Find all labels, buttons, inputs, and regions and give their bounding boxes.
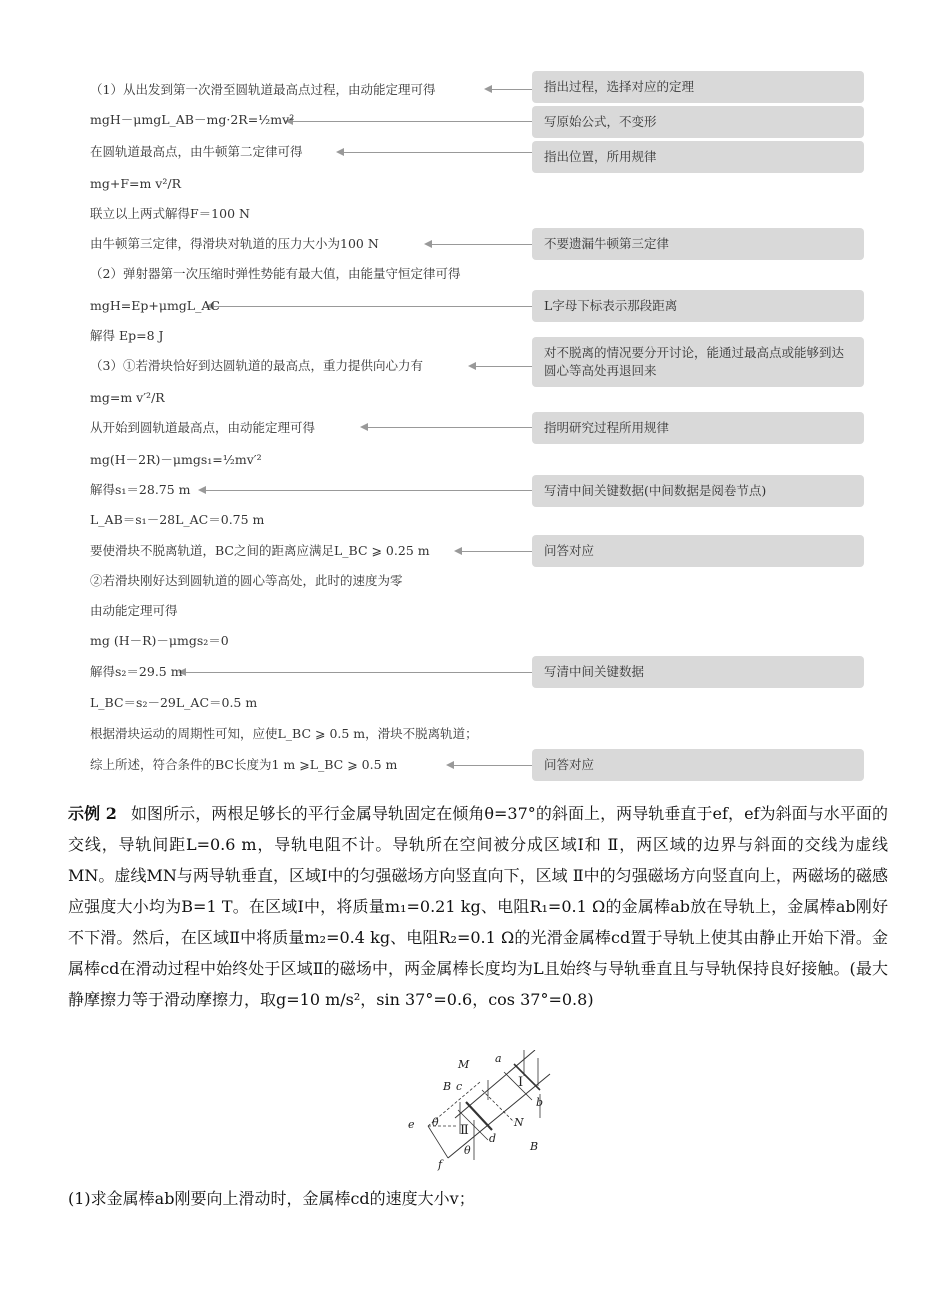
solution-step: mgH－μmgL_AB－mg·2R=½mv² — [90, 112, 295, 127]
arrow — [362, 427, 532, 428]
solution-step: 由牛顿第三定律，得滑块对轨道的压力大小为100 N — [90, 236, 379, 251]
arrow — [456, 551, 532, 552]
label-b: b — [536, 1096, 544, 1109]
label-region-I: Ⅰ — [518, 1075, 524, 1090]
arrow — [448, 765, 532, 766]
note-subscript: L字母下标表示那段距离 — [532, 290, 864, 322]
solution-step: 综上所述，符合条件的BC长度为1 m ⩾L_BC ⩾ 0.5 m — [90, 757, 398, 772]
arrow — [200, 490, 532, 491]
arrow — [486, 89, 532, 90]
example-label: 示例 2 — [68, 804, 117, 823]
arrow — [287, 121, 532, 122]
arrow — [208, 306, 532, 307]
label-theta-2: θ — [464, 1144, 471, 1157]
solution-step: 解得s₂＝29.5 m — [90, 664, 183, 679]
label-d: d — [489, 1132, 497, 1145]
note-key-data-2: 写清中间关键数据 — [532, 656, 864, 688]
note-discussion: 对不脱离的情况要分开讨论，能通过最高点或能够到达圆心等高处再退回来 — [532, 337, 864, 387]
arrow — [180, 672, 532, 673]
note-position: 指出位置，所用规律 — [532, 141, 864, 173]
note-key-data: 写清中间关键数据(中间数据是阅卷节点) — [532, 475, 864, 507]
label-e: e — [408, 1118, 415, 1131]
solution-step: L_AB＝s₁－28L_AC＝0.75 m — [90, 512, 265, 527]
note-research-process: 指明研究过程所用规律 — [532, 412, 864, 444]
label-f: f — [438, 1158, 443, 1171]
rail-diagram-svg — [400, 1050, 570, 1175]
arrow — [338, 152, 532, 153]
note-newton-third: 不要遗漏牛顿第三定律 — [532, 228, 864, 260]
solution-step: mg=m v′²/R — [90, 390, 165, 405]
solution-step: （3）①若滑块恰好到达圆轨道的最高点，重力提供向心力有 — [90, 358, 423, 373]
note-answer-match-2: 问答对应 — [532, 749, 864, 781]
label-region-II: Ⅱ — [460, 1123, 469, 1138]
rail-diagram — [400, 1050, 570, 1179]
note-answer-match-1: 问答对应 — [532, 535, 864, 567]
solution-step: mg(H－2R)－μmgs₁=½mv′² — [90, 452, 262, 467]
example-text: 如图所示，两根足够长的平行金属导轨固定在倾角θ=37°的斜面上，两导轨垂直于ef，ef为斜面与水平面的交线，导轨间距L=0.6 m，导轨电阻不计。导轨所在空间被分成区域Ⅰ和 Ⅱ，两区域的边界与斜面的交线为虚线MN。虚线MN与两导轨垂直，区域Ⅰ中的匀强磁场方向竖直向下，区域 Ⅱ中的匀强磁场方向竖直向上，两磁场的磁感应强度大小均为B=1 T。在区域Ⅰ中，将质量m₁=0.21 kg、电阻R₁=0.1 Ω的金属棒ab放在导轨上，金属棒ab刚好不下滑。然后，在区域Ⅱ中将质量m₂=0.4 kg、电阻R₂=0.1 Ω的光滑金属棒cd置于导轨上使其由静止开始下滑。金属棒cd在滑动过程中始终处于区域Ⅱ的磁场中，两金属棒长度均为L且始终与导轨垂直且与导轨保持良好接触。(最大静摩擦力等于滑动摩擦力，取g=10 m/s²，sin 37°=0.6，cos 37°=0.8) — [68, 804, 888, 1009]
example-problem — [68, 798, 888, 1015]
question-1: (1)求金属棒ab刚要向上滑动时，金属棒cd的速度大小v； — [68, 1189, 475, 1208]
note-original-formula: 写原始公式，不变形 — [532, 106, 864, 138]
solution-step: （1）从出发到第一次滑至圆轨道最高点过程，由动能定理可得 — [90, 82, 436, 97]
solution-step: mgH=Ep+μmgL_AC — [90, 298, 220, 313]
solution-step: mg (H－R)－μmgs₂＝0 — [90, 633, 229, 648]
solution-step: 根据滑块运动的周期性可知，应使L_BC ⩾ 0.5 m，滑块不脱离轨道； — [90, 726, 478, 741]
label-c: c — [456, 1080, 463, 1093]
label-theta-1: θ — [432, 1116, 439, 1129]
label-M: M — [458, 1058, 470, 1071]
label-a: a — [495, 1052, 502, 1065]
solution-step: 在圆轨道最高点，由牛顿第二定律可得 — [90, 144, 303, 159]
label-N: N — [514, 1116, 524, 1129]
label-B-left: B — [443, 1080, 452, 1093]
solution-step: 从开始到圆轨道最高点，由动能定理可得 — [90, 420, 316, 435]
label-B-right: B — [530, 1140, 539, 1153]
solution-step: 联立以上两式解得F＝100 N — [90, 206, 250, 221]
arrow — [426, 244, 532, 245]
solution-step: （2）弹射器第一次压缩时弹性势能有最大值，由能量守恒定律可得 — [90, 266, 461, 281]
solution-step: L_BC＝s₂－29L_AC＝0.5 m — [90, 695, 258, 710]
solution-step: mg+F=m v²/R — [90, 176, 181, 191]
solution-step: 由动能定理可得 — [90, 603, 178, 618]
solution-step: ②若滑块刚好达到圆轨道的圆心等高处，此时的速度为零 — [90, 573, 403, 588]
solution-step: 解得 Ep=8 J — [90, 328, 164, 343]
note-process: 指出过程，选择对应的定理 — [532, 71, 864, 103]
solution-step: 要使滑块不脱离轨道，BC之间的距离应满足L_BC ⩾ 0.25 m — [90, 543, 430, 558]
arrow — [470, 366, 532, 367]
solution-step: 解得s₁＝28.75 m — [90, 482, 191, 497]
